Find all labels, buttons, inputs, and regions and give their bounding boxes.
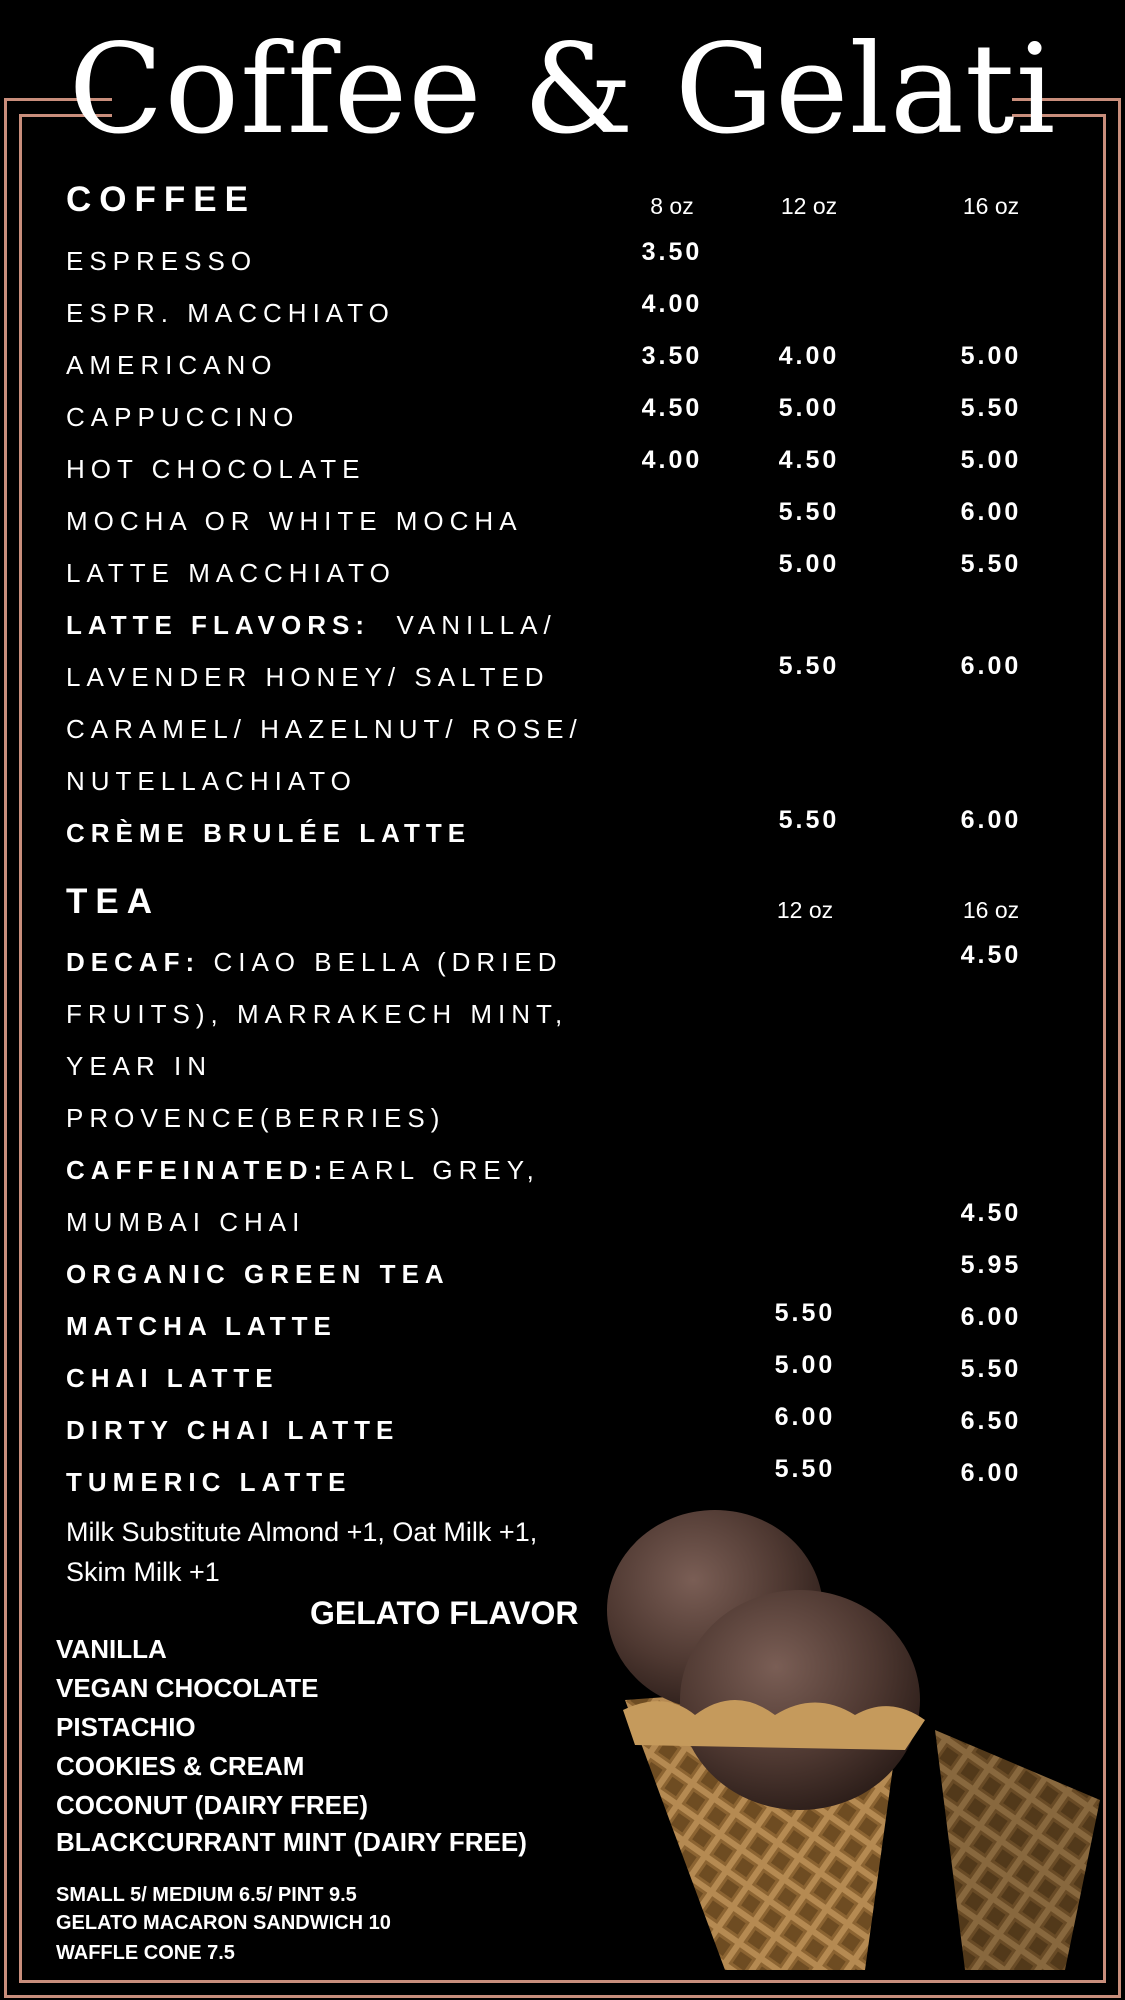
gelato-price: GELATO MACARON SANDWICH 10 [56,1912,391,1934]
gelato-flavor: COOKIES & CREAM [56,1751,305,1781]
price-8oz: 3.50 [641,342,703,370]
price-16oz: 5.50 [960,1355,1022,1383]
coffee-size-12oz: 12 oz [780,193,838,219]
coffee-item-name: MOCHA OR WHITE MOCHA [66,506,523,536]
price-12oz: 5.50 [778,498,840,526]
price-12oz: 4.50 [778,446,840,474]
price-12oz: 5.50 [774,1299,836,1327]
price-12oz: 4.00 [778,342,840,370]
tea-size-16oz: 16 oz [962,897,1020,923]
coffee-item-name: LATTE MACCHIATO [66,558,396,588]
price-12oz: 5.50 [774,1455,836,1483]
price-16oz: 4.50 [960,1199,1022,1227]
coffee-item-name: ESPRESSO [66,246,258,276]
price-16oz: 5.50 [960,394,1022,422]
gelato-flavor: PISTACHIO [56,1712,196,1742]
decaf-text: FRUITS), MARRAKECH MINT, [66,999,569,1029]
coffee-heading: COFFEE [66,180,256,219]
decaf-text: PROVENCE(BERRIES) [66,1103,446,1133]
price-16oz: 6.00 [960,498,1022,526]
tea-heading: TEA [66,882,160,921]
gelato-flavor: VANILLA [56,1634,167,1664]
tea-item-name: TUMERIC LATTE [66,1467,352,1497]
price-16oz: 6.00 [960,652,1022,680]
coffee-item-name: HOT CHOCOLATE [66,454,366,484]
coffee-size-16oz: 16 oz [962,193,1020,219]
price-16oz: 4.50 [960,941,1022,969]
price-8oz: 4.00 [641,446,703,474]
decaf-label: DECAF: [66,947,201,977]
latte-flavors-label: LATTE FLAVORS: [66,610,371,640]
caffeinated-line [66,1144,540,1196]
price-12oz: 6.00 [774,1403,836,1431]
price-16oz: 6.00 [960,1459,1022,1487]
tea-size-12oz: 12 oz [776,897,834,923]
ice-cream-cone-icon [605,1500,1105,1970]
price-12oz: 5.50 [778,806,840,834]
latte-flavors-text: CARAMEL/ HAZELNUT/ ROSE/ [66,714,583,744]
gelato-flavor: BLACKCURRANT MINT (DAIRY FREE) [56,1827,527,1857]
caffeinated-text: EARL GREY, [328,1155,540,1185]
coffee-item-name: AMERICANO [66,350,278,380]
gelato-heading: GELATO FLAVOR [310,1595,579,1631]
price-12oz: 5.00 [774,1351,836,1379]
price-16oz: 6.50 [960,1407,1022,1435]
creme-brulee-latte: CRÈME BRULÉE LATTE [66,818,472,848]
price-8oz: 4.50 [641,394,703,422]
price-16oz: 6.00 [960,1303,1022,1331]
price-16oz: 5.00 [960,446,1022,474]
gelato-flavor: VEGAN CHOCOLATE [56,1673,319,1703]
coffee-item-name: CAPPUCCINO [66,402,300,432]
price-16oz: 5.00 [960,342,1022,370]
decaf-line [66,936,563,988]
price-16oz: 6.00 [960,806,1022,834]
latte-flavors-text: LAVENDER HONEY/ SALTED [66,662,550,692]
tea-item-name: MATCHA LATTE [66,1311,337,1341]
caffeinated-label: CAFFEINATED: [66,1155,329,1185]
latte-flavors-line [66,599,557,651]
milk-substitute-note: Skim Milk +1 [66,1557,220,1587]
tea-item-name: CHAI LATTE [66,1363,279,1393]
price-16oz: 5.95 [960,1251,1022,1279]
coffee-size-8oz: 8 oz [650,193,694,219]
price-12oz: 5.50 [778,652,840,680]
coffee-item-name: ESPR. MACCHIATO [66,298,395,328]
price-8oz: 3.50 [641,238,703,266]
tea-item-name: ORGANIC GREEN TEA [66,1259,450,1289]
menu-title: Coffee & Gelati [68,18,1057,162]
milk-substitute-note: Milk Substitute Almond +1, Oat Milk +1, [66,1517,538,1547]
price-12oz: 5.00 [778,550,840,578]
latte-flavors-text: NUTELLACHIATO [66,766,357,796]
price-8oz: 4.00 [641,290,703,318]
gelato-price: WAFFLE CONE 7.5 [56,1942,235,1964]
decaf-text: CIAO BELLA (DRIED [213,947,563,977]
caffeinated-text: MUMBAI CHAI [66,1207,306,1237]
price-16oz: 5.50 [960,550,1022,578]
price-12oz: 5.00 [778,394,840,422]
gelato-flavor: COCONUT (DAIRY FREE) [56,1790,368,1820]
latte-flavors-text: VANILLA/ [396,610,557,640]
gelato-price: SMALL 5/ MEDIUM 6.5/ PINT 9.5 [56,1884,357,1906]
decaf-text: YEAR IN [66,1051,213,1081]
tea-item-name: DIRTY CHAI LATTE [66,1415,400,1445]
